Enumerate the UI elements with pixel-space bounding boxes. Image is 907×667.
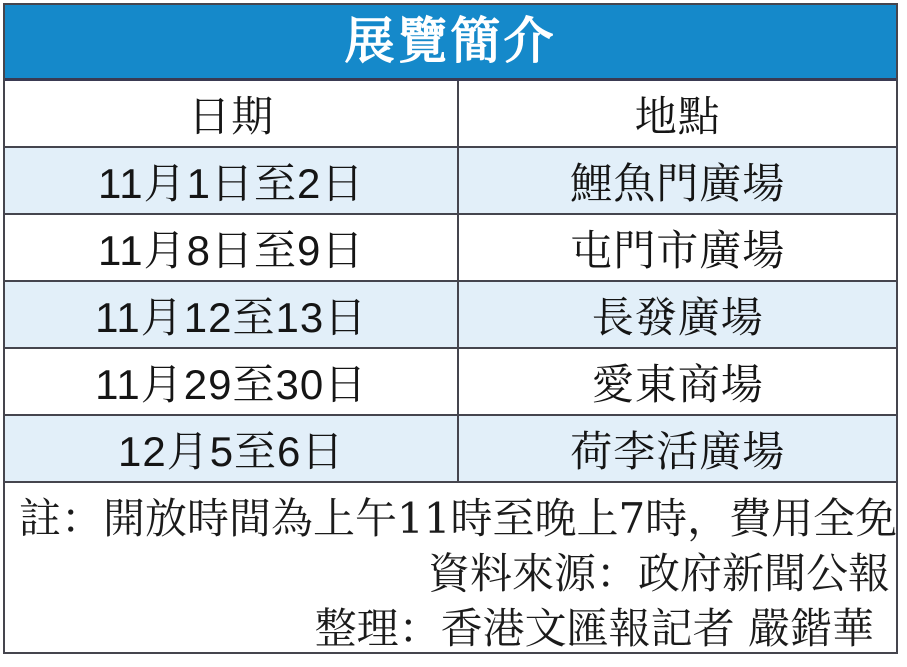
table-row — [5, 416, 896, 483]
table-row — [5, 282, 896, 349]
footnotes-block — [5, 483, 896, 656]
location-cell: 屯門市廣場 — [570, 226, 786, 274]
date-cell: 11月8日至9日 — [5, 215, 459, 280]
panel-title: 展覽簡介 — [5, 5, 896, 81]
table-row — [5, 349, 896, 416]
note-compiler: 整理：香港文匯報記者 嚴鍇華 — [314, 604, 874, 653]
date-cell: 11月12至13日 — [5, 282, 459, 347]
table-row — [5, 148, 896, 215]
location-cell: 荷李活廣場 — [570, 427, 786, 475]
table-header-row — [5, 81, 896, 148]
location-cell: 長發廣場 — [591, 293, 764, 341]
table-row — [5, 215, 896, 282]
date-cell: 12月5至6日 — [5, 416, 459, 481]
exhibition-info-panel — [3, 3, 898, 654]
note-opening-hours: 註：開放時間為上午11時至晚上7時，費用全免 — [19, 494, 898, 543]
date-cell: 11月1日至2日 — [5, 148, 459, 213]
note-data-source: 資料來源：政府新聞公報 — [427, 549, 890, 598]
date-cell: 11月29至30日 — [5, 349, 459, 414]
location-cell: 愛東商場 — [591, 360, 764, 408]
column-header-location: 地點 — [634, 92, 721, 140]
location-cell: 鯉魚門廣場 — [570, 159, 786, 207]
column-header-date: 日期 — [5, 81, 459, 146]
